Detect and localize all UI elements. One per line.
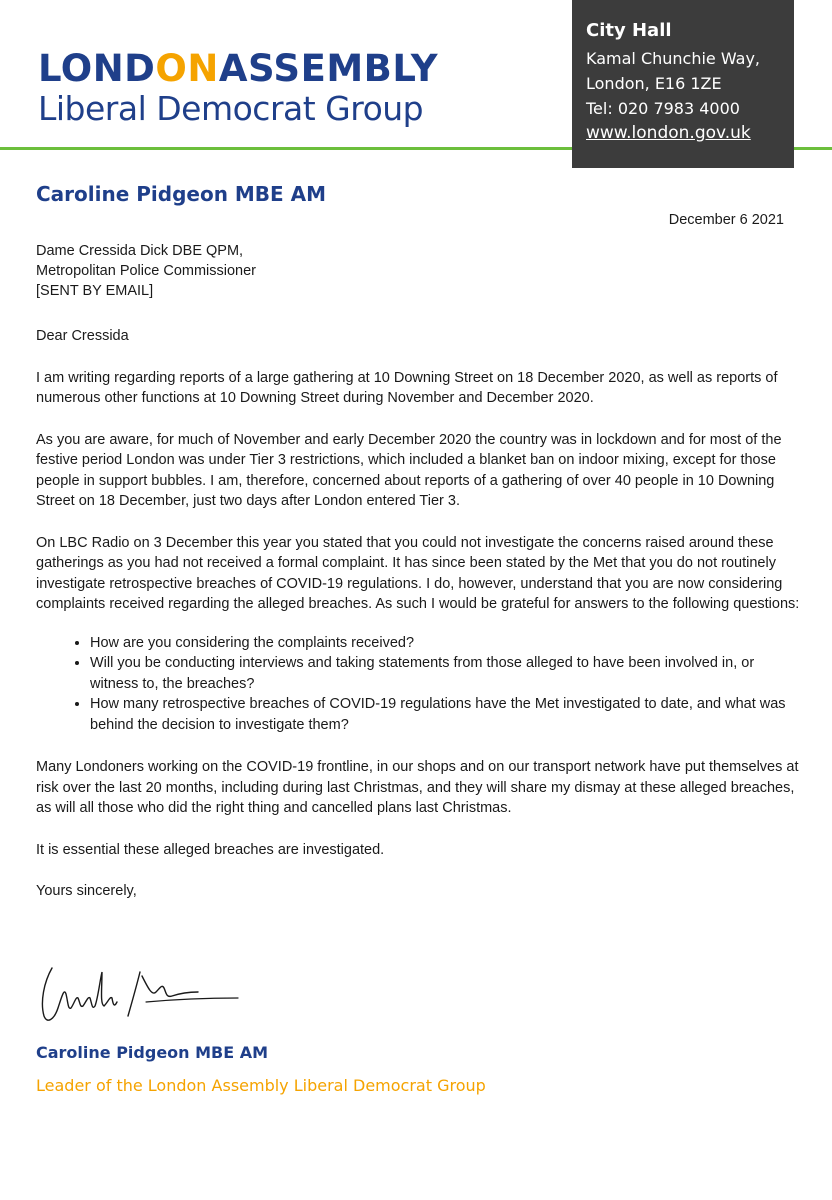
recipient-role: Metropolitan Police Commissioner [36,263,256,279]
signature-title: Leader of the London Assembly Liberal Democrat Group [36,1076,486,1095]
recipient-name: Dame Cressida Dick DBE QPM, [36,243,244,259]
question-item: • How many retrospective breaches of COVID-19 regulations have the Met investigated to date, and what was behind the decision to investigate them? [90,694,800,735]
recipient-block [36,241,256,301]
address-street: Kamal Chunchie Way, [586,49,760,68]
address-name: City Hall [586,20,672,41]
logo-word-assembly: ASSEMBLY [218,47,438,90]
handwritten-signature [38,958,248,1030]
question-item: • Will you be conducting interviews and taking statements from those alleged to have been involved in, or witness to, the breaches? [90,653,800,694]
letter-date: December 6 2021 [668,212,784,228]
logo-word-lond: LOND [38,47,156,90]
recipient-delivery: [SENT BY EMAIL] [36,283,154,299]
address-block [572,0,794,168]
logo-london-assembly [38,47,438,90]
logo-word-on: ON [155,47,219,90]
paragraph: Many Londoners working on the COVID-19 frontline, in our shops and on our transport network have put themselves at risk over the last 20 months, including during last Christmas, and they will share my dismay at these alleged breaches, as will all those who did the right thing and cancelled plans last Christmas. [36,759,799,816]
logo-subtitle: Liberal Democrat Group [38,89,424,128]
paragraph: On LBC Radio on 3 December this year you stated that you could not investigate the concerns raised around these gatherings as you had not received a formal complaint. It has since been stated by the Met that you do not routinely investigate retrospective breaches of COVID-19 regulations. I do, however, understand that you are now considering complaints received regarding the alleged breaches. As such I would be grateful for answers to the following questions: [36,534,800,612]
sender-name: Caroline Pidgeon MBE AM [36,182,327,206]
question-item: • How are you considering the complaints received? [90,633,800,654]
address-website-link[interactable]: www.london.gov.uk [586,123,751,143]
signature-name: Caroline Pidgeon MBE AM [36,1043,269,1062]
paragraph: As you are aware, for much of November and early December 2020 the country was in lockdown and for most of the festive period London was under Tier 3 restrictions, which included a blanket ban on indoor mixing, except for those people in support bubbles. I am, therefore, concerned about reports of a gathering of over 40 people in 10 Downing Street on 18 December, just two days after London entered Tier 3. [36,431,782,509]
address-tel: Tel: 020 7983 4000 [586,99,740,118]
letter-body [36,326,800,923]
paragraph: It is essential these alleged breaches are investigated. [36,841,385,858]
question-list [36,633,800,736]
salutation: Dear Cressida [36,328,129,344]
signoff: Yours sincerely, [36,883,137,899]
paragraph: I am writing regarding reports of a large gathering at 10 Downing Street on 18 December 2020, as well as reports of numerous other functions at 10 Downing Street during November and December 2020. [36,369,778,406]
address-city: London, E16 1ZE [586,74,722,93]
